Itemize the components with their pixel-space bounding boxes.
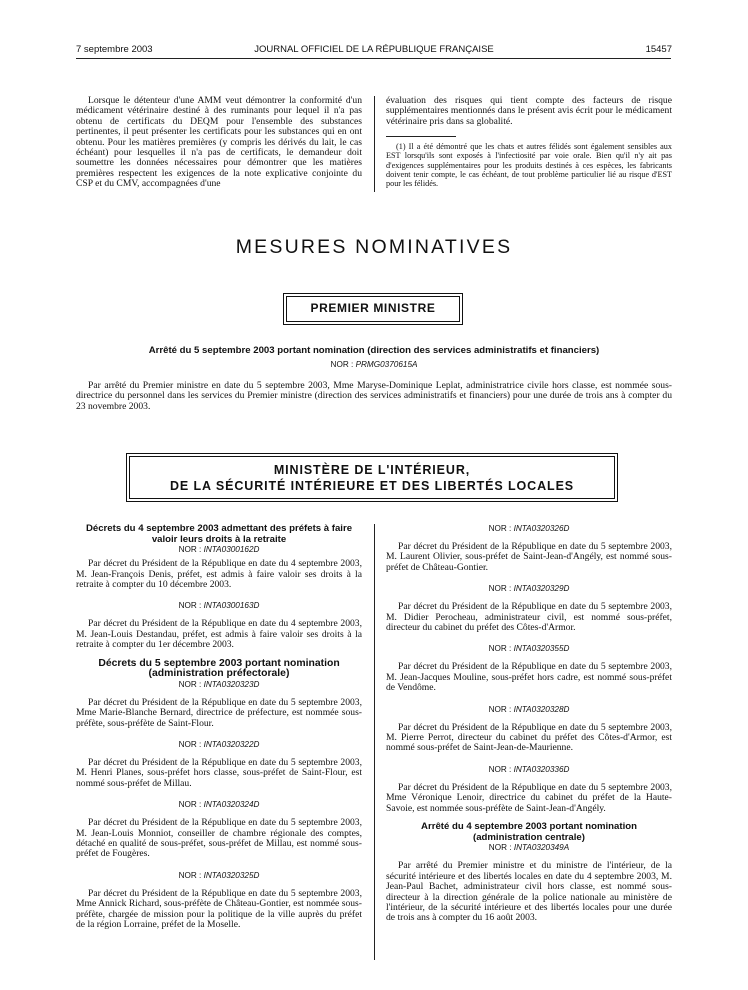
header-rule xyxy=(76,58,671,59)
decret-text: Par décret du Président de la République en date du 5 septembre 2003, M. Pierre Perrot, directeur du cabinet du préfet des Côtes-d'Armor, est nommé sous-préfet de Saint-Jean-de-Maurienne. xyxy=(386,721,672,754)
nor-label: NOR : INTA0300162D xyxy=(178,545,260,555)
footnote: (1) Il a été démontré que les chats et autres félidés sont également sensibles aux EST lorsqu'ils sont exposés à l'infectiosité par voie orale. Bien qu'il n'y ait pas d'exigences supplémentaires pour les produits destinés à ces espèces, les fabricants doivent tenir compte, le cas échéant, de tout problème particulier lié au risque d'EST pour les félidés. xyxy=(386,142,672,189)
nor-label: NOR : INTA0320355D xyxy=(488,644,570,654)
decret-text: Par décret du Président de la République en date du 5 septembre 2003, M. Laurent Olivier, sous-préfet de Saint-Jean-d'Angély, est nommé sous-préfet de Château-Gontier. xyxy=(386,541,672,573)
right-column xyxy=(386,524,672,924)
decret-text: Par décret du Président de la République en date du 5 septembre 2003, M. Didier Perocheau, administrateur civil, est nommé sous-préfet, directeur du cabinet du préfet des Côtes-d'Armor. xyxy=(386,601,672,634)
premier-ministre-box: PREMIER MINISTRE xyxy=(286,296,460,322)
top-right-paragraph: évaluation des risques qui tient compte des facteurs de risque supplémentaires mentionnés dans le présent avis écrit pour le médicament vétérinaire pris dans sa globalité. xyxy=(386,95,672,127)
nor-label: NOR : INTA0300163D xyxy=(178,601,260,611)
nor-label: NOR : INTA0320336D xyxy=(488,764,570,774)
decret-text: Par décret du Président de la République en date du 5 septembre 2003, M. Henri Planes, sous-préfet hors classe, sous-préfet de Saint-Flour, est nommé sous-préfet de Millau. xyxy=(76,757,362,789)
nor-label: NOR : INTA0320326D xyxy=(488,524,570,533)
decrets-retraite-title: Décrets du 4 septembre 2003 admettant des préfets à faire valoir leurs droits à la retraite xyxy=(85,523,353,545)
nor-label: NOR : INTA0320329D xyxy=(488,584,570,594)
ministere-line1: MINISTÈRE DE L'INTÉRIEUR, xyxy=(273,463,471,477)
decret-text: Par décret du Président de la République en date du 4 septembre 2003, M. Jean-François Denis, préfet, est admis à faire valoir ses droits à la retraite à compter du 10 décembre 2003. xyxy=(76,558,362,590)
column-divider xyxy=(374,524,375,960)
nor-label: NOR : INTA0320323D xyxy=(178,679,260,689)
nor-label: NOR : INTA0320325D xyxy=(178,870,260,880)
nor-label: NOR : INTA0320328D xyxy=(488,704,570,714)
arrete-text: Par arrêté du Premier ministre et du ministre de l'intérieur, de la sécurité intérieure et des libertés locales en date du 4 septembre 2003, M. Jean-Paul Bachet, administrateur civil hors classe, est nommé sous-directeur à la direction générale de la police nationale au ministère de l'intérieur, de la sécurité intérieure et des libertés locales pour une durée de trois ans à compter du 16 août 2003. xyxy=(386,860,672,924)
ministere-line2: DE LA SÉCURITÉ INTÉRIEURE ET DES LIBERTÉS LOCALES xyxy=(169,479,575,493)
left-column xyxy=(76,524,362,931)
decrets-nomination-title: Décrets du 5 septembre 2003 portant nomination (administration préfectorale) xyxy=(98,657,340,680)
arrete-centrale-title: Arrêté du 4 septembre 2003 portant nomination (administration centrale) xyxy=(421,821,637,843)
decret-text: Par décret du Président de la République en date du 5 septembre 2003, M. Jean-Louis Monniot, conseiller de chambre régionale des comptes, détaché en qualité de sous-préfet, sous-préfet de Millau, est nommé sous-préfet de Fougères. xyxy=(76,817,362,860)
arrete-pm-text: Par arrêté du Premier ministre en date du 5 septembre 2003, Mme Maryse-Dominique Leplat, administratrice civile hors classe, est nommée sous-directrice du personnel dans les services du Premier ministre (direction des services administratifs et financiers) pour une durée de trois ans à compter du 23 novembre 2003. xyxy=(76,380,672,412)
arrete-pm-title: Arrêté du 5 septembre 2003 portant nomination (direction des services administratifs et financiers) xyxy=(148,345,600,356)
decret-text: Par décret du Président de la République en date du 5 septembre 2003, Mme Véronique Lenoir, directrice du cabinet du préfet de la Haute-Savoie, est nommée sous-préfète de Saint-Jean-d'Angély. xyxy=(386,781,672,814)
decret-text: Par décret du Président de la République en date du 5 septembre 2003, Mme Marie-Blanche Bernard, directrice de préfecture, est nommée sous-préfète, sous-préfète de Saint-Flour. xyxy=(76,696,362,729)
ministere-interieur-box xyxy=(129,456,615,499)
decret-text: Par décret du Président de la République en date du 5 septembre 2003, Mme Annick Richard, sous-préfète de Château-Gontier, est nommée sous-préfète, chargée de mission pour la politique de la ville auprès du préfet de la région Lorraine, préfet de la Moselle. xyxy=(76,887,362,931)
page-number: 15457 xyxy=(645,44,672,55)
nor-label: NOR : INTA0320322D xyxy=(178,740,260,750)
decret-text: Par décret du Président de la République en date du 4 septembre 2003, M. Jean-Louis Destandau, préfet, est admis à faire valoir ses droits à la retraite à compter du 1er décembre 2003. xyxy=(76,618,362,651)
journal-title: JOURNAL OFFICIEL DE LA RÉPUBLIQUE FRANÇAISE xyxy=(254,44,494,55)
decret-text: Par décret du Président de la République en date du 5 septembre 2003, M. Jean-Jacques Mouline, sous-préfet hors cadre, est nommé sous-préfet de Vendôme. xyxy=(386,661,672,694)
nor-label: NOR : INTA0320324D xyxy=(178,800,260,810)
header-date: 7 septembre 2003 xyxy=(76,44,153,55)
top-column-divider xyxy=(374,96,375,192)
footnote-rule xyxy=(386,136,456,137)
section-main-title: MESURES NOMINATIVES xyxy=(235,236,513,258)
top-left-paragraph: Lorsque le détenteur d'une AMM veut démontrer la conformité d'un médicament vétérinaire destiné à des ruminants pour lequel il n'a pas obtenu de certificats du DEQM pour l'ensemble des substances pertinentes, il peut présenter les certificats pour les substances qui en ont obtenu. Pour les matières premières (y compris les dérivés du lait, le cas échéant) pour lesquelles il n'a pas de certificats, le demandeur doit soumettre les données nécessaires pour démontrer que les matières premières respectent les exigences de la note explicative conjointe du CSP et du CMV, accompagnées d'une xyxy=(76,95,362,190)
nor-label: NOR : INTA0320349A xyxy=(488,843,570,853)
nor-pm: NOR : PRMG0370615A xyxy=(330,360,418,369)
